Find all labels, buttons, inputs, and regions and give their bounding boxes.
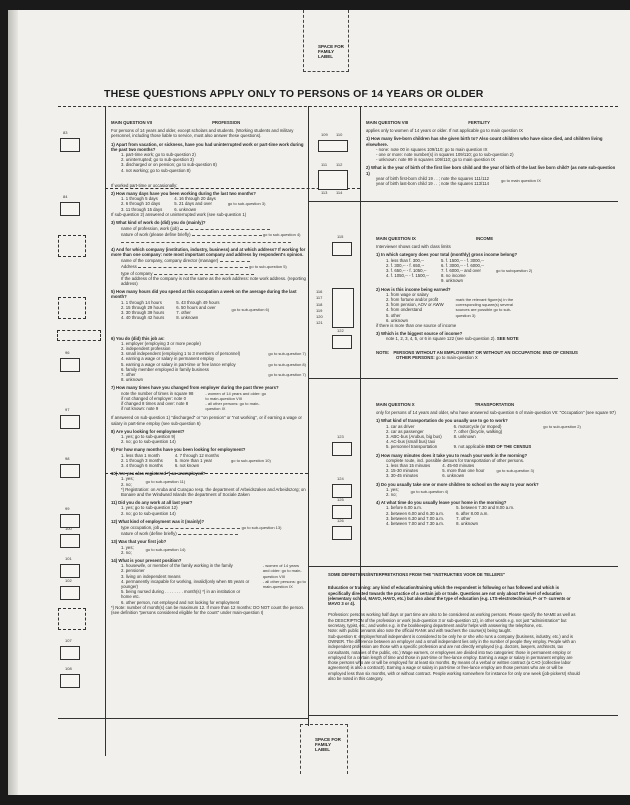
q7-sq3-field-label: name of profession, work (job) <box>121 226 179 232</box>
defs-bottom-rule <box>308 715 618 716</box>
q8-sq2-text: 2) What is the year of birth of the first live born child and the year of birth of the last live born child? (as note sub-question 1) <box>366 165 616 176</box>
q7-sq2-option[interactable]: 2. 6 through 10 days <box>121 201 161 207</box>
square-number: 102 <box>65 578 72 583</box>
q8-sq1-option[interactable]: - none: note 00 in squares 109/110; go to main question IX <box>376 146 488 152</box>
q10-sq1-option[interactable]: 8. unknown <box>453 434 476 440</box>
square-number: 123 <box>337 434 344 439</box>
family-label-bottom <box>300 724 348 774</box>
q9-note-label: NOTE: <box>376 349 390 355</box>
answer-square-93-95[interactable] <box>57 330 101 341</box>
q10-sq1-go: go to sub-question 2) <box>543 423 581 429</box>
q7-sq5-option[interactable]: 1. 1 through 14 hours <box>121 299 162 305</box>
answer-square-122[interactable] <box>332 335 352 349</box>
answer-square-103-106[interactable] <box>58 608 86 630</box>
q7-cond8: If answered on sub-question 1) "discharged" or "on pension" or "not working", or if earning a wage or salary in part-time employ (see sub-question 6) <box>111 415 302 426</box>
q10-sq2-go: go to sub-question 3) <box>496 468 535 474</box>
q9-sq1-go: go to subquestion 2) <box>496 268 533 274</box>
q9-sq1-option[interactable]: 7. f. 6000,-- and over <box>441 268 481 274</box>
left-column-rule <box>105 106 106 756</box>
q7-sq2-option[interactable]: 3. 11 through 15 days <box>121 206 163 212</box>
q7-sq14-option[interactable]: 1. housewife, or member of the family working in the family <box>121 563 233 569</box>
q7-sq5-option[interactable]: 8. unknown <box>176 315 199 321</box>
answer-square-107[interactable] <box>60 646 80 660</box>
square-number: 109 <box>321 132 328 137</box>
q8-intro: applies only to women of 14 years or older. If not applicable go to main question IX <box>366 128 523 134</box>
main-question-ix <box>376 236 616 360</box>
answer-square-115[interactable] <box>332 242 352 256</box>
answer-square-100[interactable] <box>60 534 80 548</box>
q10-heading: MAIN QUESTION X <box>376 402 415 407</box>
q7-sq2-go: go to sub-question 3) <box>227 201 266 207</box>
square-number: 126 <box>337 518 344 523</box>
q7-sq10-go: go to sub-question 11) <box>145 478 186 484</box>
q9-bottom-rule <box>308 378 618 379</box>
q7-sq4-field-label: Address <box>121 264 137 270</box>
q10-sq1-option[interactable]: 5. personnel transportation <box>386 444 438 450</box>
q7-sq2-text: 2) How many days have you been working during the last two months? <box>111 191 256 197</box>
q9-sq2-option[interactable]: 2. from fortune and/or profit <box>386 297 439 303</box>
q7-topic: PROFESSION <box>212 120 241 125</box>
q7-sq6-option[interactable]: 5. earning a wage or salary in part-time or free lance employ <box>121 361 236 367</box>
q9-sq1-option[interactable]: 6. f. 3000,-- - f. 6000,-- <box>441 262 484 268</box>
q9-heading: MAIN QUESTION IX <box>376 236 416 241</box>
q7-sq12-field-label: type occupation, job <box>121 525 160 530</box>
answer-square-84[interactable] <box>60 202 80 216</box>
main-question-viii <box>366 120 616 186</box>
answer-squares-116-121[interactable] <box>332 288 354 328</box>
square-number: 124 <box>337 476 344 481</box>
q9-sq1-option[interactable]: 5. f. 1500,-- - f. 3000,-- <box>441 257 484 263</box>
square-number: 112 <box>336 162 343 167</box>
q7-sq11-option[interactable]: 1. yes; go to sub-question 12) <box>121 505 178 511</box>
q7-sq10-footnote: *) Registration: on Aruba and Curaçao resp. the department of Arbeidszaken and Arbeidszorg; on Bonaire and the Windward Islands the department of Sociale Zaken <box>121 486 306 497</box>
q9-sq1-option[interactable]: 9. unknown <box>441 278 463 284</box>
q9-sq2-note: mark the relevant figure(s) in the corresponding square(s) several sources are possible go to sub-question 3) <box>455 297 514 318</box>
q7-sq2-option[interactable]: 5. 21 days and over <box>174 201 212 207</box>
q7-sq12-field-label: nature of work (define briefly) <box>121 531 177 537</box>
q7-sq6-option[interactable]: 3. small independent (employing 1 to 3 members of personnel) <box>121 351 241 357</box>
q10-sq1-option[interactable]: 1. car as driver <box>386 423 415 429</box>
square-number: 111 <box>321 162 328 167</box>
answer-square-83[interactable] <box>60 138 80 152</box>
q10-sq4-option[interactable]: 2. between 6.00 and 6.30 a.m. <box>386 510 445 516</box>
q7-sq6-option[interactable]: 4. earning a wage or salary in permanent employ <box>121 356 215 362</box>
definitions-section <box>328 572 580 681</box>
q7-bottom-rule <box>58 718 308 719</box>
q9-sq2-text: 2) How is this income being earned? <box>376 286 451 292</box>
q7-sq9-option[interactable]: 4. 7 through 12 months <box>174 452 220 458</box>
q10-sq1-option[interactable]: 7. other (bicycle, walking) <box>453 428 503 434</box>
q7-sq1-option[interactable]: 1. part-time work; go to sub-question 2) <box>121 152 196 158</box>
q7-sq5-option[interactable]: 5. 43 through 49 hours <box>176 299 220 305</box>
q9-intro: Interviewer shows card with class limits <box>376 244 451 250</box>
q9-sq1-option[interactable]: 3. f. 650,-- - f. 1050,-- <box>386 268 427 274</box>
q9-note-line2-go: go to main-question X <box>435 354 478 360</box>
q8-sq2-line[interactable]: year of birth first-born child 19 . . ; note the squares 111/112 <box>376 175 489 181</box>
q8-sq1-option[interactable]: - unknown: note 99 in squares 109/110; go to main question IX <box>376 157 496 163</box>
answer-square-126[interactable] <box>332 526 352 540</box>
q7-sq8-option[interactable]: 2. no; go to sub-question 14) <box>121 439 176 445</box>
q7-sq14-option[interactable]: 5. being nursed during . . . . . . . . month(s) *) in an institution or home etc. <box>121 589 241 600</box>
q8-sq1-text: 1) How many live-born children has she given birth to? Also count children who have since died, and children living elsewhere. <box>366 136 603 147</box>
q7-sq11-text: 11) Did you do any work at all last year? <box>111 500 193 506</box>
top-dashed-rule <box>58 106 618 107</box>
q8-topic: FERTILITY <box>468 120 490 125</box>
family-label-text: SPACE FOR FAMILY LABEL <box>315 737 341 752</box>
q7-sq14-footnote: *) Note: number of month(s) can be maximum 12. If more than 12 months: DO NOT count the person. (see definition "persons considered eligible for the count" under main-question I) <box>111 604 305 616</box>
q8-bottom-rule <box>308 201 618 202</box>
family-label-top <box>303 10 349 72</box>
q7-sq4-type-field[interactable] <box>154 270 254 275</box>
q8-sq2-go: go to main question IX <box>501 178 541 184</box>
q9-sq2-option[interactable]: 6. unknown <box>386 317 408 323</box>
q7-sq14-option[interactable]: 2. pensioner <box>121 568 145 574</box>
q10-bottom-rule <box>308 566 618 567</box>
q10-sq4-option[interactable]: 3. between 6.30 and 7.00 a.m. <box>386 515 445 521</box>
q7-sq9-option[interactable]: 6. not known <box>174 462 200 468</box>
q10-sq4-option[interactable]: 4. between 7.00 and 7.30 a.m. <box>386 521 445 527</box>
q7-sq7-line: note the number of times in square 98 <box>121 390 194 396</box>
q10-sq3-text: 3) Do you usually take one or more children to school on the way to your work? <box>376 481 539 487</box>
answer-square-108[interactable] <box>60 674 80 688</box>
q7-sq7-go: - all other persons: go to main-question IX <box>205 400 260 412</box>
square-number: 101 <box>65 556 72 561</box>
q7-sq9-go: go to sub-question 10) <box>231 457 271 463</box>
q7-sq5-option[interactable]: 2. 15 through 29 hours <box>121 304 165 310</box>
q9-sq1-option[interactable]: 4. f. 1050,-- - f. 1500,-- <box>386 273 429 279</box>
q7-sq9-option[interactable]: 5. more than 1 year <box>174 457 213 463</box>
page-spine <box>8 10 18 795</box>
q7-sq7-line: if not changed of employer: note 0 <box>121 395 186 401</box>
q10-sq3-go: go to sub-question 4) <box>410 489 449 495</box>
q7-sq6-go: go to sub-question 8) <box>268 361 306 367</box>
square-number: 107 <box>65 638 72 643</box>
q7-sq6-option[interactable]: 7. other <box>121 371 136 377</box>
q7-sq4-field-label: type of company <box>121 270 153 276</box>
q9-note-line2-label: OTHER PERSONS: <box>396 354 435 360</box>
definition-subquestion6: Sub-question 6: employer/small independent is considered to be only he or she who runs a company (business, industry, etc.) and is OWNER. The difference between an employer and a small independent lies only in the number of people they employ. People with an independent profession are those with a specific profession and are not directly employed (e.g. doctors, lawyers, architects, tax consultants, notaries of the public, etc.) Wage earners, or employees are divided into two categories: those in permanent employ or employed for a certain length of time and those in part-time or free-lance employ. Earning a wage or salary in permanent employ are those persons who are or will be employed for at least six months. By means of a verbal or written contract (a CAO (collective labor agreement) is also a contract!). Earning a wage or salary in part-time or free-lance employ are those persons who are or will be employed less than six months, with or without contract. People working somewhere for instance for only one week (job-pickers!) should also be noted in this category. <box>328 633 580 682</box>
q7-sq3-text: 3) What kind of work do (did) you do (mainly)? <box>111 220 206 226</box>
q9-sq3-text: 3) Which is the biggest source of income? <box>376 331 463 337</box>
q7-sq11-option[interactable]: 2. no; go to sub-question 14) <box>121 510 176 516</box>
q7-sq1-option[interactable]: 3. discharged or on pension; go to sub-question 8) <box>121 162 217 168</box>
q7-sq4-address-field[interactable] <box>138 263 248 268</box>
square-number: 108 <box>65 666 72 671</box>
square-number: 110 <box>336 132 343 137</box>
family-label-text: SPACE FOR FAMILY LABEL <box>318 44 344 59</box>
q7-sq14-option[interactable]: 4. permanently incapable for working, invalid(only when 65 years or younger) <box>121 578 250 590</box>
q7-sq1-text: 1) Apart from vacation, or sickness, have you had uninterrupted work or part-time work during the past two months? <box>111 141 304 152</box>
q7-sq6-go: go to sub-question 7) <box>268 371 306 377</box>
square-number: 96 <box>65 350 70 355</box>
q7-sq10-option[interactable]: 1. yes; <box>121 476 134 482</box>
q10-sq1-option[interactable]: 3. ABC-bus (Arubus, big bus) <box>386 434 442 440</box>
q10-topic: TRANSPORTATION <box>474 402 515 407</box>
q7-sq9-option[interactable]: 3. 4 through 6 months <box>121 462 163 468</box>
q10-sq2-option[interactable]: 2. 15-30 minutes <box>386 468 419 474</box>
q7-sq10-text: 10) Are you also registered *) as unemployed? <box>111 471 206 477</box>
q10-end-census: END OF THE CENSUS <box>486 444 532 450</box>
q7-sq14-option[interactable]: 6. other person, not employed and not looking for employment <box>121 599 240 605</box>
square-number: 122 <box>337 328 344 333</box>
q7-sq4-note: If the address of the company is not the same as the work address: note work address. (reporting address) <box>121 275 306 287</box>
page-title: THESE QUESTIONS APPLY ONLY TO PERSONS OF 14 YEARS OR OLDER <box>104 88 484 100</box>
q10-sq1-option[interactable]: 4. AC-bus (small bus) taxi <box>386 439 435 445</box>
q7-sq12-text: 12) What kind of employment was it (mainly)? <box>111 518 205 524</box>
q7-sq12-go: go to sub-question 13) <box>241 525 282 530</box>
answer-square-102[interactable] <box>60 586 80 600</box>
q10-sq1-text: 1) What kind of transportation do you usually use to go to work? <box>376 418 508 424</box>
q10-sq2-option[interactable]: 1. less than 15 minutes <box>386 463 431 469</box>
q7-sq9-option[interactable]: 2. 1 through 3 months <box>121 457 163 463</box>
q7-sq3-nature-field[interactable] <box>192 231 262 236</box>
answer-square-89-92[interactable] <box>58 297 86 319</box>
q9-sq2-after: if there is more than one source of income <box>376 323 457 329</box>
definition-profession: Profession: persons working half days or part time are also to be considered as working persons. Please specify the NAME as well as the DESCRIPTION of the profession or work (sub-question 3 or sub-question 12), in other words e.g. not just "administration" but secretary, typist, etc.; and works e.g. in the bookkeeping department and/or helps with answering the telephone, etc. <box>328 612 576 629</box>
q7-sq7-line: if not known: note 9 <box>121 406 159 412</box>
q7-sq5-text: 5) How many hours did you spend at this occupation a week on the average during the last month? <box>111 289 297 300</box>
answer-square-125[interactable] <box>332 505 352 519</box>
q9-sq1-option[interactable]: 8. no income <box>441 273 466 279</box>
q7-sq4-company-field[interactable] <box>220 257 250 262</box>
main-question-vii <box>111 120 306 615</box>
q10-sq2-option[interactable]: 3. 30-45 minutes <box>386 473 419 479</box>
squares-116-121-labels: 116 117 118 119 120 121 <box>316 289 323 326</box>
square-number: 97 <box>65 407 70 412</box>
q10-sq4-text: 4) At what time do you usually leave your home in the morning? <box>376 500 507 506</box>
q10-sq4-option[interactable]: 1. before 6.00 a.m. <box>386 505 423 511</box>
square-number: 113 <box>321 190 328 195</box>
q7-sq12-occupation-field[interactable] <box>160 524 240 529</box>
q8-sq2-line[interactable]: year of birth last-born child 19 . . ; note the squares 113/114 <box>376 181 490 187</box>
q10-sq4-option[interactable]: 6. after 8.00 a.m. <box>456 510 489 516</box>
q7-heading: MAIN QUESTION VII <box>111 120 153 125</box>
answer-square-101[interactable] <box>60 564 80 578</box>
q7-sq2-option[interactable]: 4. 16 through 20 days <box>174 196 216 202</box>
q9-sq1-text: 1) In which category does your total (monthly) gross income belong? <box>376 252 518 258</box>
q9-sq2-option[interactable]: 5. other <box>386 312 401 318</box>
q10-sq2-sub: complete route, incl. possible detours for transportation of other persons. <box>386 457 525 463</box>
q7-sq8-text: 8) Are you looking for employment? <box>111 428 185 434</box>
square-number: 125 <box>337 497 344 502</box>
q7-sq13-text: 13) Was that your first job? <box>111 539 167 545</box>
q7-sq4-go: go to sub-question 5) <box>249 264 287 270</box>
q7-sq14-go: - women of 14 years and older: go to main-question VIII <box>262 563 302 579</box>
q7-sq7-go: - women of 14 years and older: go to main-question VIII <box>205 390 267 401</box>
square-number: 84 <box>63 194 68 199</box>
q9-sq1-option[interactable]: 2. f. 300,-- - f. 650,-- <box>386 262 425 268</box>
q7-sq6-option[interactable]: 8. unknown <box>121 377 143 383</box>
main-question-x <box>376 402 616 526</box>
q7-sq10-option[interactable]: 2. no; <box>121 481 132 487</box>
q9-topic: INCOME <box>475 236 494 241</box>
q7-sq3-extra-field[interactable] <box>121 238 291 243</box>
q9-note-line1: PERSONS WITHOUT AN EMPLOYMENT OR WITHOUT AN OCCUPATION: END OF CENSUS <box>393 349 578 355</box>
q7-sq4-field-label: name of the company, company director (manager) <box>121 258 219 264</box>
square-number: 99 <box>65 506 70 511</box>
q7-sq6-go: go to sub-question 7) <box>268 351 306 357</box>
q9-see-note: SEE NOTE <box>496 336 519 342</box>
q7-sq6-text: 6) You do (did) this job as: <box>111 335 165 341</box>
q7-sq5-go: go to sub-question 6) <box>231 307 270 313</box>
q9-sq2-option[interactable]: 4. from onderstand <box>386 307 423 313</box>
q7-cond3: If sub-question 2) answered or uninterrupted work (see sub-question 1) <box>111 211 247 217</box>
q7-sq5-option[interactable]: 6. 50 hours and over <box>176 304 216 310</box>
q10-sq2-option[interactable]: 5. more than one hour <box>442 468 485 474</box>
q7-cond2: If worked part-time or occasionally: <box>111 182 178 188</box>
q7-sq5-option[interactable]: 4. 40 through 42 hours <box>121 315 165 321</box>
q10-sq2-text: 2) How many minutes does it take you to reach your work in the morning? <box>376 452 528 458</box>
q9-sq2-option[interactable]: 3. from pension, AOV or AWW <box>386 302 444 308</box>
q7-sq6-option[interactable]: 6. family member employed in family business <box>121 366 209 372</box>
q10-sq4-option[interactable]: 8. unknown <box>456 521 479 527</box>
q7-sq6-option[interactable]: 1. employer (employing 3 or more people) <box>121 340 201 346</box>
square-number: 114 <box>336 190 343 195</box>
q7-sq5-option[interactable]: 7. other <box>176 310 191 316</box>
q7-sq13-go: go to sub-question 14) <box>145 547 186 553</box>
answer-square-85-88[interactable] <box>58 235 86 257</box>
q7-sq2-option[interactable]: 1. 1 through 5 days <box>121 196 158 202</box>
q7-sq3-field-label: nature of work (please define briefly) <box>121 232 191 238</box>
q7-sq9-text: 9) For how many months have you been looking for employment? <box>111 447 246 453</box>
answer-square-111-114[interactable] <box>318 170 348 190</box>
definition-education: Education or training: any kind of education/training which the respondent is following or has followed and which is specifically directed towards the practice of a certain job or trade. Questions are not only about the level of education (elementary school, MAVO, HAVO, etc.) but also about the type of education (e.g. LTS-electrotechnical, P- or T- currents or MAVO 3 or 4). <box>328 585 571 607</box>
q10-sq4-option[interactable]: 7. other <box>456 515 471 521</box>
q7-intro: For persons of 14 years and older, except scholars and students. (Working students and military personnel, including those liable to service, must also answer these questions). <box>111 128 294 139</box>
q8-heading: MAIN QUESTION VIII <box>366 120 409 125</box>
q7-sq3-go: go to sub-question 4) <box>262 232 301 238</box>
q10-intro: only for persons of 14 years and older, who have answered sub-question 6 of main-question VII: "Occupation" (see square 97) <box>376 410 616 416</box>
answer-square-98[interactable] <box>60 464 80 478</box>
q7-sq3-profession-field[interactable] <box>180 225 270 230</box>
square-number: 100 <box>65 526 72 531</box>
q7-sq14-go: - all other persons: go to main-question IX <box>262 578 306 590</box>
answer-square-109-110[interactable] <box>318 140 348 152</box>
q10-sq1-option[interactable]: 6. motorcycle (or moped) <box>453 423 502 429</box>
square-number: 98 <box>65 456 70 461</box>
q9-sq1-option[interactable]: 1. less than f. 300,-- <box>386 257 424 263</box>
q7-sq7-text: 7) How many times have you changed from employer during the past three years? <box>111 385 279 391</box>
definition-note: Note: with public servants also note the official RANK and with teachers the course(s) being taught. <box>328 628 512 634</box>
q9-sq2-option[interactable]: 1. from wage or salary <box>386 291 429 297</box>
definitions-title: SOME DEFINITIONS/INTERPRETATIONS FROM THE "INSTRUKTIES VOOR DE TELLERS" <box>328 572 505 577</box>
answer-square-123[interactable] <box>332 442 352 456</box>
q7-sq1-option[interactable]: 4. not working; go to sub-question 8) <box>121 167 191 173</box>
center-margin-rule <box>308 106 309 726</box>
q10-sq2-option[interactable]: 4. 45-60 minutes <box>442 463 475 469</box>
q7-sq14-text: 14) What is your present position? <box>111 558 182 564</box>
answer-square-97[interactable] <box>60 415 80 429</box>
q7-sq13-option[interactable]: 1. yes; <box>121 544 134 550</box>
answer-square-96[interactable] <box>60 358 80 372</box>
q7-sq6-option[interactable]: 2. independent profession <box>121 345 171 351</box>
q7-sq14-option[interactable]: 3. living on independent means <box>121 573 181 579</box>
q10-sq1-option[interactable]: 2. car as passenger <box>386 428 424 434</box>
q7-sq13-option[interactable]: 2. no; <box>121 549 132 555</box>
q8-sq1-option[interactable]: - one or more: note number(s) in squares 109/110; go to sub-question 2) <box>376 152 514 158</box>
q7-sq5-option[interactable]: 3. 30 through 39 hours <box>121 310 165 316</box>
q7-sq12-nature-field[interactable] <box>178 530 238 535</box>
q7-sq2-option[interactable]: 6. unknown <box>174 206 197 212</box>
square-number: 115 <box>337 234 344 239</box>
q10-sq1-option[interactable]: 9. not applicable <box>453 444 485 450</box>
q10-sq4-option[interactable]: 5. between 7.30 and 8.00 a.m. <box>456 505 515 511</box>
q7-sq9-option[interactable]: 1. less than 1 month <box>121 452 160 458</box>
answer-square-124[interactable] <box>332 484 352 498</box>
q10-sq3-option[interactable]: 1. yes; <box>386 486 399 492</box>
square-number: 83 <box>63 130 68 135</box>
q10-sq3-option[interactable]: 2. no; <box>386 492 397 498</box>
q7-sq7-line: if changed 8 times and over: note 8 <box>121 400 189 406</box>
q10-sq2-option[interactable]: 6. unknown <box>442 473 465 479</box>
q9-sq3-line: note 1, 2, 3, 4, 5, or 6 in square 122 (see sub-question 2). <box>386 336 496 342</box>
q7-sq1-option[interactable]: 2. uninterrupted; go to sub-question 3) <box>121 157 194 163</box>
q7-sq4-text: 4) And for which company (institution, industry, business) and at which address? If working for more than one company: note most important company and address by respondent's opinion. <box>111 246 306 258</box>
q7-sq8-option[interactable]: 1. yes; go to sub-question 9) <box>121 433 176 439</box>
questionnaire-page <box>8 10 630 795</box>
